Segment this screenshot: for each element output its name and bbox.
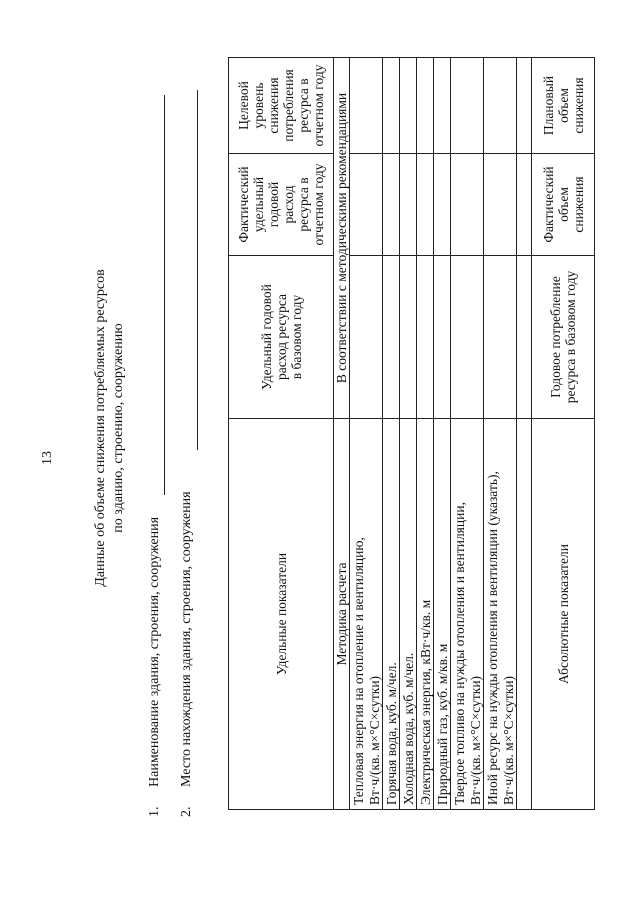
row-solid-fuel: Твердое топливо на нужды отопления и вентиляции, <box>451 419 468 810</box>
row-solid-fuel-unit: Вт·ч/(кв. м×°С×сутки) <box>467 419 484 810</box>
table-row <box>350 58 367 810</box>
cell-heat-base[interactable] <box>350 256 383 419</box>
cell-solid-fuel-base[interactable] <box>451 256 484 419</box>
header-target-reduction: Целевой уровень снижения потребления ресурса в отчетном году <box>229 58 334 154</box>
cell-cold-water-target[interactable] <box>400 58 417 154</box>
cell-heat-actual[interactable] <box>350 154 383 256</box>
row-heat-energy-unit: Вт·ч/(кв. м×°С×сутки) <box>366 419 383 810</box>
item-2-number: 2. <box>179 806 194 817</box>
cell-electricity-base[interactable] <box>417 256 434 419</box>
cell-gas-target[interactable] <box>434 58 451 154</box>
table-row <box>451 58 468 810</box>
row-natural-gas: Природный газ, куб. м/кв. м <box>434 419 451 810</box>
cell-solid-fuel-target[interactable] <box>451 58 484 154</box>
item-1-fill-line[interactable] <box>164 95 165 495</box>
spacer-cell <box>517 419 532 810</box>
row-hot-water: Горячая вода, куб. м/чел. <box>383 419 400 810</box>
cell-cold-water-base[interactable] <box>400 256 417 419</box>
cell-gas-actual[interactable] <box>434 154 451 256</box>
cell-gas-base[interactable] <box>434 256 451 419</box>
item-1-label: Наименование здания, строения, сооружения <box>147 516 162 787</box>
header-absolute-indicators: Абсолютные показатели <box>532 419 595 810</box>
title-line-2: по зданию, строению, сооружению <box>111 323 126 533</box>
header-base-year-consumption: Удельный годовой расход ресурса в базовом году <box>229 256 334 419</box>
cell-solid-fuel-actual[interactable] <box>451 154 484 256</box>
row-electricity: Электрическая энергия, кВт·ч/кв. м <box>417 419 434 810</box>
table-row <box>383 58 400 810</box>
cell-electricity-target[interactable] <box>417 58 434 154</box>
cell-other-target[interactable] <box>484 58 517 154</box>
page-number-label: 13 <box>40 451 55 465</box>
header-actual-consumption: Фактический удельный годовой расход ресурса в отчетном году <box>229 154 334 256</box>
title-line-1: Данные об объеме снижения потребляемых ресурсов <box>93 269 108 587</box>
cell-cold-water-actual[interactable] <box>400 154 417 256</box>
method-value: В соответствии с методическими рекомендациями <box>334 58 350 419</box>
table-spacer-row <box>517 58 532 810</box>
spacer-cell <box>517 58 532 154</box>
method-label: Методика расчета <box>334 419 350 810</box>
item-2-fill-line[interactable] <box>197 90 198 450</box>
table-row <box>400 58 417 810</box>
header-planned-reduction: Плановый объем снижения <box>532 58 595 154</box>
cell-electricity-actual[interactable] <box>417 154 434 256</box>
table-row <box>484 58 501 810</box>
indicators-table <box>228 57 595 810</box>
cell-other-actual[interactable] <box>484 154 517 256</box>
header-annual-base-consumption: Годовое потребление ресурса в базовом году <box>532 256 595 419</box>
header-specific-indicators: Удельные показатели <box>229 419 334 810</box>
table-row <box>417 58 434 810</box>
item-2-label: Место нахождения здания, строения, сооружения <box>179 491 194 787</box>
method-row <box>334 58 350 810</box>
header-actual-reduction: Фактический объем снижения <box>532 154 595 256</box>
spacer-cell <box>517 256 532 419</box>
cell-other-base[interactable] <box>484 256 517 419</box>
row-heat-energy: Тепловая энергия на отопление и вентиляцию, <box>350 419 367 810</box>
item-1-number: 1. <box>147 806 162 817</box>
table-header-row <box>229 58 334 810</box>
row-cold-water: Холодная вода, куб. м/чел. <box>400 419 417 810</box>
cell-hot-water-actual[interactable] <box>383 154 400 256</box>
cell-hot-water-target[interactable] <box>383 58 400 154</box>
row-other-resource-unit: Вт·ч/(кв. м×°С×сутки) <box>500 419 517 810</box>
table-row <box>434 58 451 810</box>
absolute-header-row <box>532 58 595 810</box>
row-other-resource: Иной ресурс на нужды отопления и вентиляции (указать), <box>484 419 501 810</box>
cell-heat-target[interactable] <box>350 58 383 154</box>
cell-hot-water-base[interactable] <box>383 256 400 419</box>
spacer-cell <box>517 154 532 256</box>
